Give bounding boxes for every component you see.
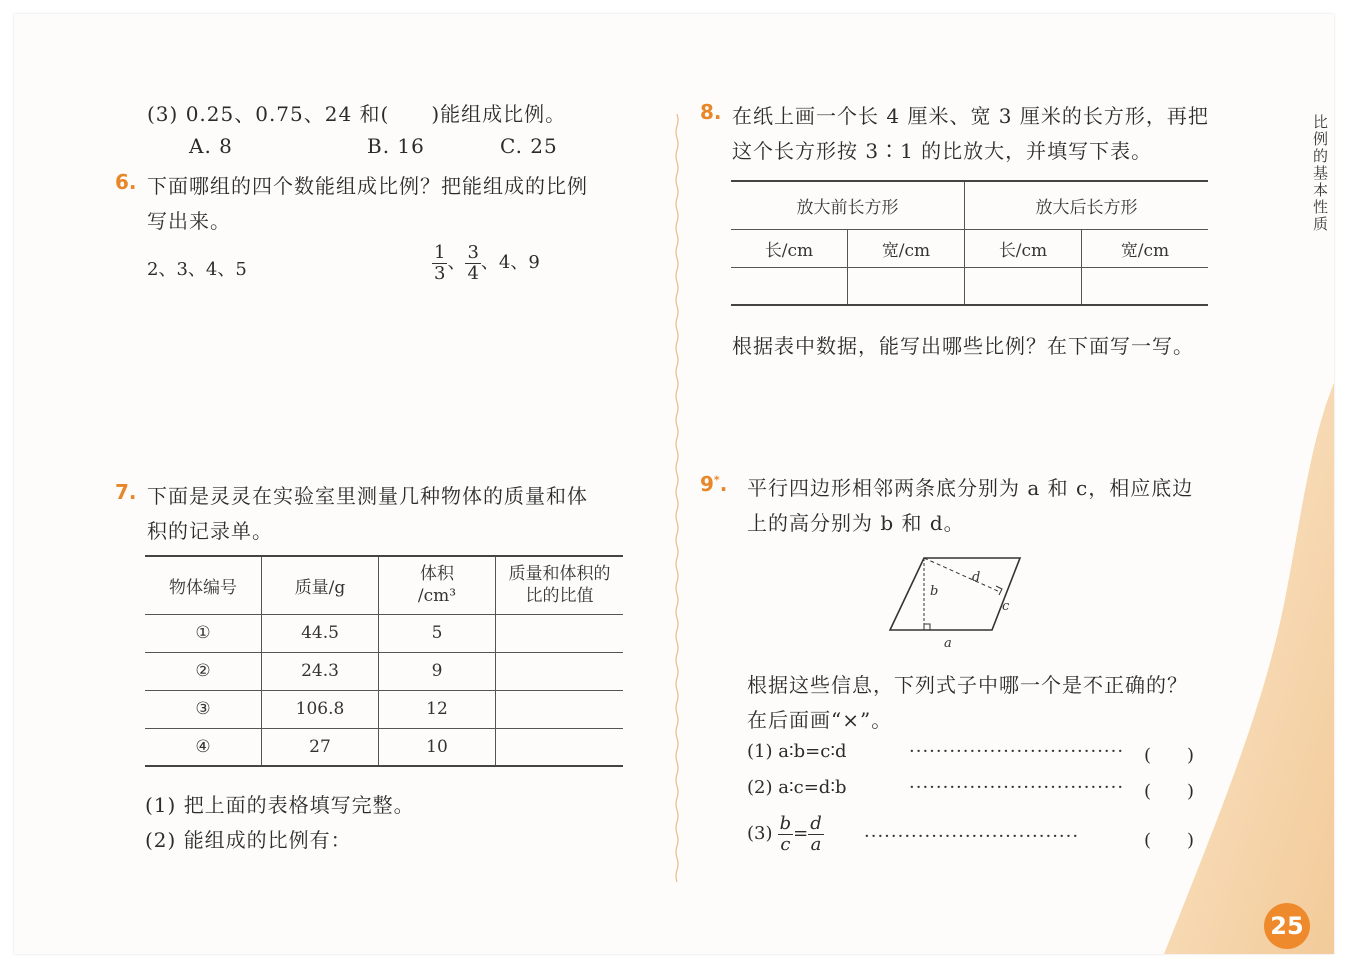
table-row — [145, 652, 623, 690]
fraction-denominator: c — [780, 834, 791, 855]
table-header-row — [731, 181, 1208, 229]
q9-option1: (1) a∶b=c∶d — [747, 741, 847, 762]
header-after-enlarge: 放大后长方形 — [965, 181, 1209, 229]
q9-ask-line2: 在后面画“×”。 — [747, 708, 893, 732]
separator: 、 — [447, 252, 466, 273]
cell-ratio-blank[interactable] — [496, 652, 624, 690]
q9-option3-prefix: (3) — [747, 823, 773, 844]
cell-mass: 44.5 — [262, 614, 379, 652]
q9-number-dot: . — [719, 472, 728, 496]
cell-volume: 10 — [379, 728, 496, 766]
header-before-enlarge: 放大前长方形 — [731, 181, 965, 229]
table-row — [145, 690, 623, 728]
decorative-wave — [1164, 344, 1334, 954]
cell-volume: 5 — [379, 614, 496, 652]
q6-group2-rest: 、4、9 — [480, 252, 540, 273]
q7-text-line1: 下面是灵灵在实验室里测量几种物体的质量和体 — [147, 484, 588, 508]
cell-blank[interactable] — [1082, 267, 1209, 305]
fraction-numerator: d — [810, 813, 822, 834]
table-subheader-row — [731, 229, 1208, 267]
header-length-after: 长/cm — [965, 229, 1082, 267]
cell-volume: 9 — [379, 652, 496, 690]
q8-rectangle-table — [731, 180, 1208, 306]
header-ratio-value: 质量和体积的 比的比值 — [496, 556, 624, 614]
table-row — [145, 728, 623, 766]
page-number-badge: 25 — [1264, 903, 1310, 949]
fraction-denominator: 3 — [434, 263, 446, 284]
q6-group2 — [432, 243, 540, 284]
q8-text-line2: 这个长方形按 3∶1 的比放大，并填写下表。 — [732, 139, 1153, 163]
q9-star: * — [713, 473, 720, 487]
cell-id: ④ — [145, 728, 262, 766]
q7-text-line2: 积的记录单。 — [147, 519, 273, 543]
q9-option3-answer[interactable]: ( ) — [1144, 830, 1195, 851]
q9-number-digit: 9 — [700, 472, 714, 496]
header-width-after: 宽/cm — [1082, 229, 1209, 267]
label-c: c — [1002, 599, 1010, 614]
table-row — [731, 267, 1208, 305]
label-d: d — [972, 570, 981, 585]
leader-dots: ································ — [909, 741, 1125, 762]
header-volume: 体积 /cm³ — [379, 556, 496, 614]
workbook-page — [14, 14, 1334, 954]
cell-ratio-blank[interactable] — [496, 728, 624, 766]
fraction-numerator: 3 — [467, 242, 479, 263]
q9-option2-answer[interactable]: ( ) — [1144, 781, 1195, 802]
table-header-row — [145, 556, 623, 614]
q5-option-c: C. 25 — [500, 134, 558, 158]
q7-number: 7. — [115, 480, 137, 504]
q7-record-table — [145, 555, 623, 767]
header-width-before: 宽/cm — [848, 229, 965, 267]
cell-id: ③ — [145, 690, 262, 728]
cell-ratio-blank[interactable] — [496, 690, 624, 728]
q6-number: 6. — [115, 170, 137, 194]
q9-option1-answer[interactable]: ( ) — [1144, 745, 1195, 766]
q7-sub2: (2) 能组成的比例有： — [145, 828, 352, 852]
header-length-before: 长/cm — [731, 229, 848, 267]
q9-ask-line1: 根据这些信息，下列式子中哪一个是不正确的？ — [747, 673, 1188, 697]
fraction-d-over-a — [808, 814, 824, 855]
q6-fraction-one-third — [432, 243, 447, 284]
parallelogram-diagram — [880, 550, 1030, 650]
cell-blank[interactable] — [965, 267, 1082, 305]
q8-text-line1: 在纸上画一个长 4 厘米、宽 3 厘米的长方形，再把 — [732, 104, 1209, 128]
leader-dots: ································ — [864, 826, 1080, 847]
equals-sign: = — [793, 823, 809, 844]
fraction-numerator: b — [779, 813, 792, 834]
q5-option-a: A. 8 — [189, 134, 233, 158]
fraction-denominator: a — [810, 834, 822, 855]
q6-fraction-three-quarters — [465, 243, 480, 284]
label-a: a — [944, 636, 952, 650]
cell-id: ② — [145, 652, 262, 690]
cell-mass: 24.3 — [262, 652, 379, 690]
q9-text-line1: 平行四边形相邻两条底分别为 a 和 c，相应底边 — [747, 476, 1194, 500]
q9-option3 — [747, 814, 824, 855]
q8-number: 8. — [700, 100, 722, 124]
q5-option-b: B. 16 — [367, 134, 425, 158]
q8-followup: 根据表中数据，能写出哪些比例？在下面写一写。 — [732, 334, 1194, 358]
cell-mass: 27 — [262, 728, 379, 766]
cell-blank[interactable] — [848, 267, 965, 305]
q6-text-line1: 下面哪组的四个数能组成比例？把能组成的比例 — [147, 174, 588, 198]
q6-text-line2: 写出来。 — [147, 209, 231, 233]
fraction-b-over-c — [778, 814, 794, 855]
header-mass: 质量/g — [262, 556, 379, 614]
chapter-side-title: 比例的基本性质 — [1311, 114, 1329, 233]
table-row — [145, 614, 623, 652]
q9-number — [700, 472, 727, 496]
label-b: b — [930, 584, 939, 599]
fraction-numerator: 1 — [434, 242, 446, 263]
leader-dots: ································ — [909, 777, 1125, 798]
cell-blank[interactable] — [731, 267, 848, 305]
cell-id: ① — [145, 614, 262, 652]
q9-text-line2: 上的高分别为 b 和 d。 — [747, 511, 965, 535]
q7-sub1: (1) 把上面的表格填写完整。 — [145, 793, 415, 817]
center-divider — [675, 114, 679, 884]
cell-mass: 106.8 — [262, 690, 379, 728]
cell-volume: 12 — [379, 690, 496, 728]
cell-ratio-blank[interactable] — [496, 614, 624, 652]
q9-option2: (2) a∶c=d∶b — [747, 777, 847, 798]
fraction-denominator: 4 — [467, 263, 479, 284]
q6-group1: 2、3、4、5 — [147, 259, 247, 280]
q5-part3-text: (3) 0.25、0.75、24 和( )能组成比例。 — [147, 102, 567, 126]
header-object-id: 物体编号 — [145, 556, 262, 614]
